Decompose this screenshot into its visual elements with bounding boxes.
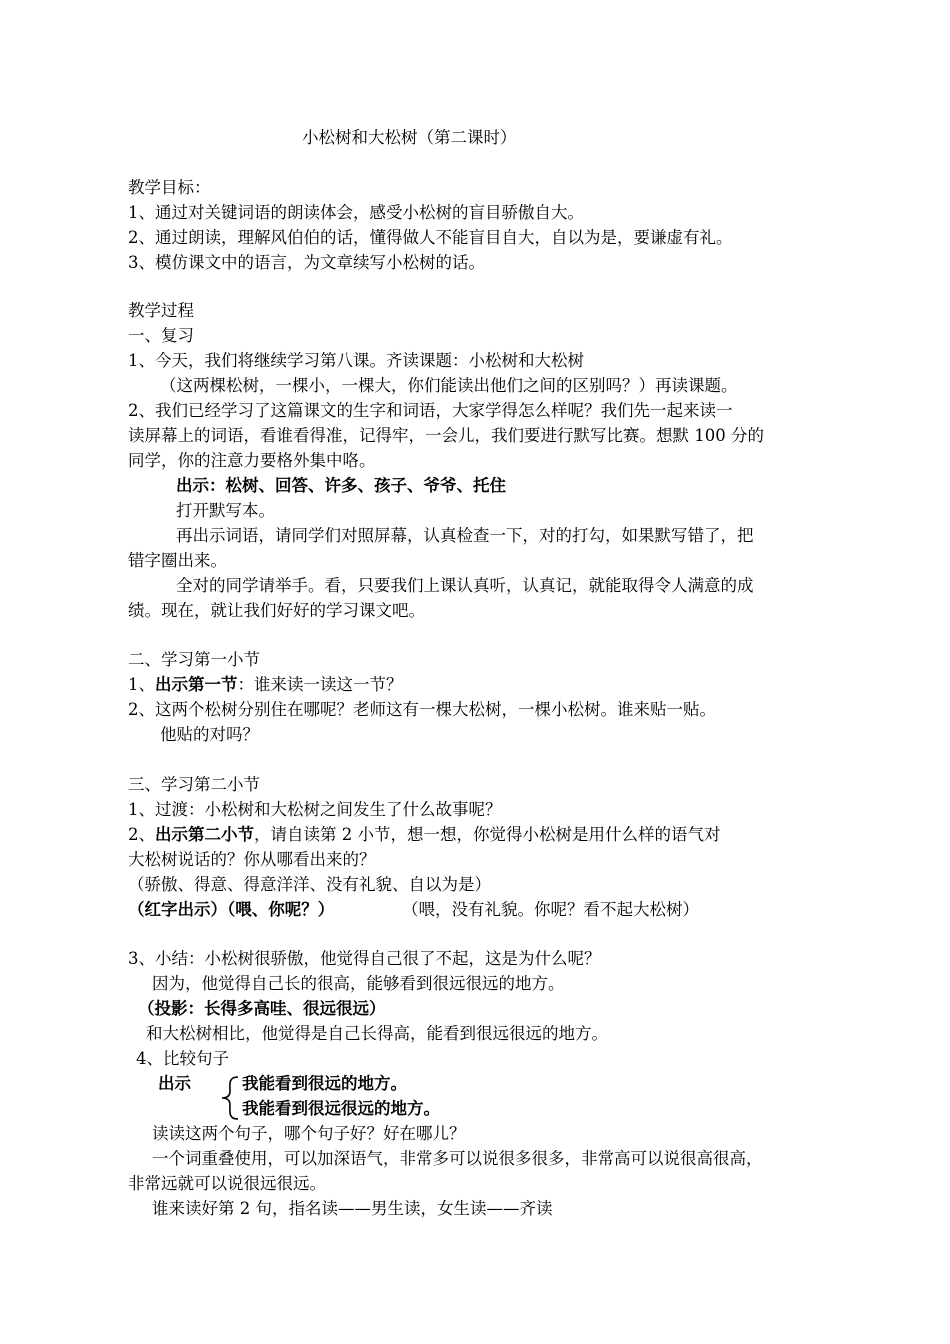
paragraph: 2、这两个松树分别住在哪呢？老师这有一棵大松树，一棵小松树。谁来贴一贴。 <box>128 700 716 719</box>
paragraph: 读读这两个句子，哪个句子好？好在哪儿？ <box>152 1124 466 1143</box>
compare-sentence: 我能看到很远的地方。 <box>242 1074 407 1093</box>
paragraph: 4、比较句子 <box>136 1049 229 1068</box>
paragraph: （这两棵松树，一棵小，一棵大，你们能读出他们之间的区别吗？）再读课题。 <box>160 376 738 395</box>
paragraph: 因为，他觉得自己长的很高，能够看到很远很远的地方。 <box>152 974 565 993</box>
item-number: 2、 <box>128 825 155 844</box>
paragraph: 读屏幕上的词语，看谁看得准，记得牢，一会儿，我们要进行默写比赛。想默 100 分的 <box>128 426 764 445</box>
item-text: ，请自读第 2 小节，想一想，你觉得小松树是用什么样的语气对 <box>254 825 721 844</box>
section-heading-1: 二、学习第一小节 <box>128 650 260 669</box>
paragraph <box>128 827 721 844</box>
item-text: ：谁来读一读这一节？ <box>237 675 403 694</box>
paragraph: 3、小结：小松树很骄傲，他觉得自己很了不起，这是为什么呢？ <box>128 949 601 968</box>
paragraph: 错字圈出来。 <box>128 551 227 570</box>
section-heading-2: 三、学习第二小节 <box>128 775 260 794</box>
paragraph: 2、我们已经学习了这篇课文的生字和词语，大家学得怎么样呢？我们先一起来读一 <box>128 401 733 420</box>
paragraph: 和大松树相比，他觉得是自己长得高，能看到很远很远的地方。 <box>146 1024 608 1043</box>
paragraph: 1、今天，我们将继续学习第八课。齐读课题：小松树和大松树 <box>128 351 584 370</box>
show-words: 出示：松树、回答、许多、孩子、爷爷、托住 <box>176 476 506 495</box>
paragraph: 再出示词语，请同学们对照屏幕，认真检查一下，对的打勾，如果默写错了，把 <box>176 526 754 545</box>
show-label: 出示第二小节 <box>155 825 254 844</box>
process-heading: 教学过程 <box>128 301 194 320</box>
paragraph: 同学，你的注意力要格外集中咯。 <box>128 451 376 470</box>
goal-item: 3、模仿课文中的语言，为文章续写小松树的话。 <box>128 253 485 272</box>
paragraph: 大松树说话的？你从哪看出来的？ <box>128 850 376 869</box>
paragraph: 全对的同学请举手。看，只要我们上课认真听，认真记，就能取得令人满意的成 <box>176 576 754 595</box>
paragraph: 非常远就可以说很远很远。 <box>128 1174 326 1193</box>
paragraph: 他贴的对吗？ <box>160 725 259 744</box>
item-number: 1、 <box>128 675 155 694</box>
red-text-show: （红字出示）（喂、你呢？） <box>128 900 335 919</box>
projection: （投影：长得多高哇、很远很远） <box>138 999 386 1018</box>
compare-sentence: 我能看到很远很远的地方。 <box>242 1099 440 1118</box>
paragraph: （喂，没有礼貌。你呢？看不起大松树） <box>402 900 699 919</box>
paragraph: 打开默写本。 <box>176 501 275 520</box>
paragraph: 谁来读好第 2 句，指名读——男生读，女生读——齐读 <box>152 1199 553 1218</box>
paragraph <box>128 677 403 694</box>
paragraph: 1、过渡：小松树和大松树之间发生了什么故事呢？ <box>128 800 502 819</box>
goals-heading: 教学目标： <box>128 178 211 197</box>
show-label: 出示 <box>158 1074 191 1093</box>
goal-item: 2、通过朗读，理解风伯伯的话，懂得做人不能盲目自大，自以为是，要谦虚有礼。 <box>128 228 733 247</box>
paragraph: 绩。现在，就让我们好好的学习课文吧。 <box>128 601 425 620</box>
document-title: 小松树和大松树（第二课时） <box>302 128 517 147</box>
paragraph: （骄傲、得意、得意洋洋、没有礼貌、自以为是） <box>128 875 491 894</box>
show-label: 出示第一节 <box>155 675 238 694</box>
paragraph: 一个词重叠使用，可以加深语气，非常多可以说很多很多，非常高可以说很高很高， <box>152 1149 763 1168</box>
goal-item: 1、通过对关键词语的朗读体会，感受小松树的盲目骄傲自大。 <box>128 203 584 222</box>
section-heading-review: 一、复习 <box>128 326 194 345</box>
